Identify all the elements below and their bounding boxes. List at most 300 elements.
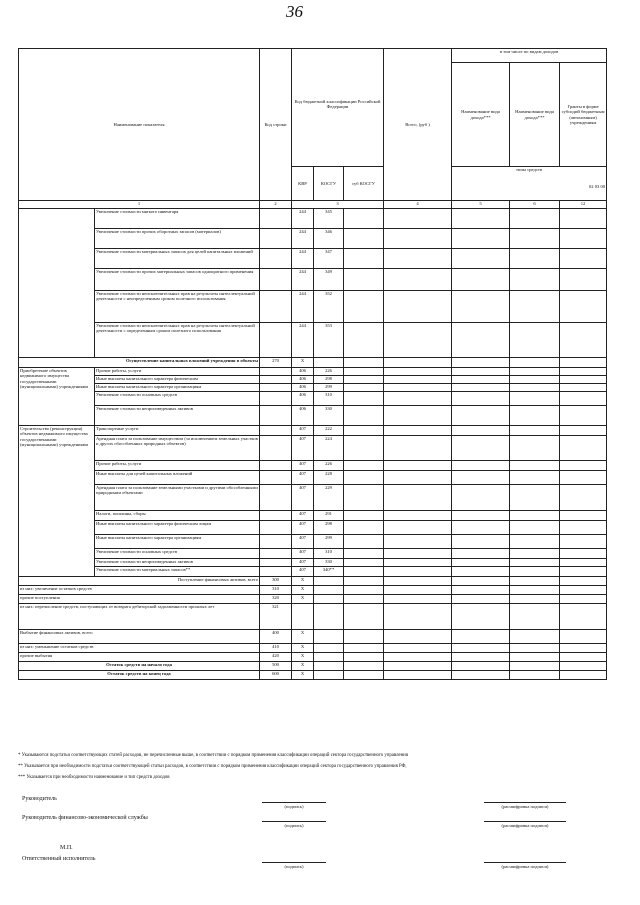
- row-label: Арендная плата за пользование имуществом (за исключением земельных участков и других обособленных природных объектов): [95, 436, 260, 461]
- header-kvr: КВР: [292, 167, 314, 201]
- empty-cell: [560, 485, 607, 511]
- row-kvr: 406: [292, 406, 314, 426]
- signature-finance-decoding: (расшифровка подписи): [484, 821, 566, 828]
- row-label: из них: перечисление средств, поступающих от возврата дебиторской задолженности прошлых лет: [19, 604, 260, 630]
- header-line-code: Код строки: [260, 49, 292, 201]
- financial-plan-table: [18, 48, 607, 680]
- empty-cell: [452, 368, 510, 376]
- page-number: 36: [286, 2, 303, 21]
- row-label: Налоги, пошлины, сборы: [95, 511, 260, 521]
- row-label: Транспортные услуги: [95, 426, 260, 436]
- empty-cell: [344, 471, 384, 485]
- empty-cell: [384, 406, 452, 426]
- row-kosgu: 226: [314, 461, 344, 471]
- empty-cell: [344, 577, 384, 586]
- row-kosgu: 346: [314, 229, 344, 249]
- row-label: Увеличение стоимости неисключительных прав на результаты интеллектуальной деятельности с определенным сроком полезного использования: [95, 323, 260, 358]
- empty-cell: [560, 567, 607, 577]
- empty-cell: [452, 586, 510, 595]
- row-kvr: 244: [292, 249, 314, 269]
- empty-cell: [344, 521, 384, 535]
- row-label: Иные выплаты капитального характера организациям: [95, 384, 260, 392]
- empty-cell: [510, 376, 560, 384]
- row-kosgu: 352: [314, 291, 344, 323]
- empty-cell: [510, 461, 560, 471]
- empty-cell: [344, 392, 384, 406]
- empty-cell: [560, 521, 607, 535]
- empty-cell: [560, 653, 607, 662]
- header-budget-code: Код бюджетной классификации Российской Федерации: [292, 49, 384, 167]
- row-kvr: 407: [292, 559, 314, 567]
- empty-cell: [510, 521, 560, 535]
- row-kosgu: 330: [314, 559, 344, 567]
- empty-cell: [560, 630, 607, 644]
- row-label: Увеличение стоимости прочих оборотных запасов (материалов): [95, 229, 260, 249]
- empty-cell: [560, 644, 607, 653]
- empty-cell: [384, 577, 452, 586]
- empty-cell: [344, 535, 384, 549]
- empty-cell: [344, 384, 384, 392]
- header-funds-types: [452, 167, 607, 201]
- row-code: [260, 209, 292, 229]
- row-kvr: 407: [292, 461, 314, 471]
- table-row: [19, 604, 607, 630]
- empty-cell: [560, 471, 607, 485]
- row-kosgu: 228: [314, 471, 344, 485]
- row-label: Увеличение стоимости материальных запасов**: [95, 567, 260, 577]
- row-kvr: 407: [292, 535, 314, 549]
- empty-cell: [344, 269, 384, 291]
- header-grant-code: 02 03 00: [588, 184, 606, 190]
- empty-cell: [314, 595, 344, 604]
- row-code: [260, 511, 292, 521]
- empty-cell: [344, 671, 384, 680]
- row-label: Прочие работы, услуги: [95, 368, 260, 376]
- row-code: [260, 535, 292, 549]
- group-label-construction: Строительство (реконструкция) объектов недвижимого имущества государственными (муниципальными) учреждениями: [19, 426, 95, 577]
- header-income-type-1: Наименование вида дохода***: [452, 63, 510, 167]
- empty-cell: [384, 485, 452, 511]
- empty-cell: [384, 249, 452, 269]
- table-row: [19, 535, 607, 549]
- empty-cell: [510, 392, 560, 406]
- empty-cell: [384, 436, 452, 461]
- row-label: Выбытие финансовых активов, всего: [19, 630, 260, 644]
- blank-group-cell: [19, 209, 95, 358]
- empty-cell: [510, 653, 560, 662]
- empty-cell: [384, 604, 452, 630]
- table-row: [19, 229, 607, 249]
- empty-cell: [510, 209, 560, 229]
- table-row: [19, 595, 607, 604]
- empty-cell: [452, 559, 510, 567]
- row-kvr: 406: [292, 392, 314, 406]
- empty-cell: [452, 549, 510, 559]
- signature-head-sign: (подпись): [262, 802, 326, 809]
- empty-cell: [384, 323, 452, 358]
- row-kosgu: 226: [314, 368, 344, 376]
- row-label: Увеличение стоимости материальных запасов для целей капитальных вложений: [95, 249, 260, 269]
- empty-cell: [452, 567, 510, 577]
- empty-cell: [452, 577, 510, 586]
- empty-cell: [560, 291, 607, 323]
- col-num-6: 6: [510, 201, 560, 209]
- table-row: [19, 662, 607, 671]
- empty-cell: [344, 368, 384, 376]
- empty-cell: [452, 485, 510, 511]
- empty-cell: [384, 662, 452, 671]
- table-row: [19, 384, 607, 392]
- row-label: Увеличение стоимости прочих материальных запасов однократного применения: [95, 269, 260, 291]
- row-kvr: 244: [292, 229, 314, 249]
- row-kosgu: 347: [314, 249, 344, 269]
- row-kosgu: 353: [314, 323, 344, 358]
- signature-executor-decoding: (расшифровка подписи): [484, 862, 566, 869]
- row-code: [260, 406, 292, 426]
- empty-cell: [344, 461, 384, 471]
- col-num-12: 12: [560, 201, 607, 209]
- empty-cell: [344, 662, 384, 671]
- empty-cell: [510, 323, 560, 358]
- row-kosgu: 299: [314, 535, 344, 549]
- empty-cell: [384, 653, 452, 662]
- header-income-type-2: Наименование вида дохода***: [510, 63, 560, 167]
- row-kvr: 407: [292, 471, 314, 485]
- header-kosgu: КОСГУ: [314, 167, 344, 201]
- row-label: из них: увеличение остатков средств: [19, 586, 260, 595]
- table-row: [19, 406, 607, 426]
- empty-cell: [560, 511, 607, 521]
- row-code: 300: [260, 577, 292, 586]
- row-kvr: 407: [292, 436, 314, 461]
- row-label: Иные выплаты капитального характера организациям: [95, 535, 260, 549]
- empty-cell: [560, 229, 607, 249]
- row-kosgu: 340**: [314, 567, 344, 577]
- row-code: [260, 323, 292, 358]
- empty-cell: [384, 471, 452, 485]
- empty-cell: [344, 229, 384, 249]
- empty-cell: [510, 662, 560, 671]
- col-num-3: 3: [292, 201, 384, 209]
- empty-cell: [452, 436, 510, 461]
- empty-cell: [344, 511, 384, 521]
- empty-cell: [452, 406, 510, 426]
- table-row: [19, 291, 607, 323]
- empty-cell: [510, 485, 560, 511]
- empty-cell: [560, 209, 607, 229]
- table-row: [19, 511, 607, 521]
- row-kvr: 407: [292, 485, 314, 511]
- table-row: [19, 471, 607, 485]
- row-label: Остаток средств на конец года: [19, 671, 260, 680]
- empty-cell: [560, 577, 607, 586]
- empty-cell: [344, 595, 384, 604]
- row-label: прочие поступления: [19, 595, 260, 604]
- row-code: 320: [260, 595, 292, 604]
- signature-finance-sign: (подпись): [262, 821, 326, 828]
- row-kvr: X: [292, 586, 314, 595]
- empty-cell: [510, 671, 560, 680]
- signature-head-decoding: (расшифровка подписи): [484, 802, 566, 809]
- empty-cell: [510, 567, 560, 577]
- stamp-place-label: М.П.: [60, 845, 73, 851]
- row-label: Иные выплаты капитального характера физическим лицам: [95, 521, 260, 535]
- empty-cell: [510, 358, 560, 368]
- empty-cell: [510, 549, 560, 559]
- empty-cell: [560, 662, 607, 671]
- empty-cell: [452, 521, 510, 535]
- col-num-4: 4: [384, 201, 452, 209]
- empty-cell: [452, 209, 510, 229]
- signature-executor-label: Ответственный исполнитель: [22, 856, 96, 862]
- row-kosgu: 299: [314, 384, 344, 392]
- empty-cell: [384, 229, 452, 249]
- empty-cell: [314, 358, 344, 368]
- row-code: [260, 249, 292, 269]
- empty-cell: [452, 249, 510, 269]
- empty-cell: [344, 549, 384, 559]
- empty-cell: [344, 604, 384, 630]
- signature-finance-label: Руководитель финансово-экономической службы: [22, 815, 148, 821]
- empty-cell: [560, 368, 607, 376]
- row-kvr: X: [292, 577, 314, 586]
- empty-cell: [510, 511, 560, 521]
- empty-cell: [452, 392, 510, 406]
- row-code: [260, 376, 292, 384]
- signature-executor-sign: (подпись): [262, 862, 326, 869]
- table-row: [19, 577, 607, 586]
- row-kvr: 244: [292, 209, 314, 229]
- row-code: 321: [260, 604, 292, 630]
- row-code: [260, 461, 292, 471]
- empty-cell: [384, 630, 452, 644]
- empty-cell: [510, 604, 560, 630]
- row-label: прочие выбытия: [19, 653, 260, 662]
- empty-cell: [452, 630, 510, 644]
- row-kosgu: 291: [314, 511, 344, 521]
- empty-cell: [452, 604, 510, 630]
- empty-cell: [560, 586, 607, 595]
- empty-cell: [452, 671, 510, 680]
- row-code: [260, 567, 292, 577]
- empty-cell: [510, 535, 560, 549]
- empty-cell: [344, 567, 384, 577]
- col-num-2: 2: [260, 201, 292, 209]
- empty-cell: [384, 586, 452, 595]
- empty-cell: [314, 577, 344, 586]
- empty-cell: [344, 485, 384, 511]
- empty-cell: [452, 662, 510, 671]
- empty-cell: [384, 671, 452, 680]
- table-row: [19, 358, 607, 368]
- row-label: Прочие работы, услуги: [95, 461, 260, 471]
- table-row: [19, 392, 607, 406]
- empty-cell: [344, 630, 384, 644]
- empty-cell: [560, 392, 607, 406]
- row-kvr: X: [292, 671, 314, 680]
- row-label: Увеличение стоимости непроизведенных активов: [95, 406, 260, 426]
- col-num-1: 1: [19, 201, 260, 209]
- row-code: [260, 559, 292, 567]
- empty-cell: [344, 249, 384, 269]
- empty-cell: [510, 291, 560, 323]
- row-label: Иные выплаты капитального характера физическим: [95, 376, 260, 384]
- row-kvr: 244: [292, 269, 314, 291]
- empty-cell: [510, 406, 560, 426]
- empty-cell: [344, 209, 384, 229]
- row-label: Увеличение стоимости неисключительных прав на результаты интеллектуальной деятельности с неопределенным сроком полезного использования: [95, 291, 260, 323]
- empty-cell: [560, 559, 607, 567]
- empty-cell: [560, 376, 607, 384]
- header-sub-kosgu: суб КОСГУ: [344, 167, 384, 201]
- empty-cell: [384, 392, 452, 406]
- empty-cell: [452, 511, 510, 521]
- row-kvr: 406: [292, 368, 314, 376]
- table-row: [19, 323, 607, 358]
- capital-code: 270: [260, 358, 292, 368]
- row-label: Увеличение стоимости основных средств: [95, 392, 260, 406]
- empty-cell: [510, 436, 560, 461]
- empty-cell: [344, 644, 384, 653]
- empty-cell: [510, 471, 560, 485]
- row-kosgu: 345: [314, 209, 344, 229]
- empty-cell: [384, 549, 452, 559]
- table-row: [19, 630, 607, 644]
- empty-cell: [344, 426, 384, 436]
- empty-cell: [344, 653, 384, 662]
- empty-cell: [384, 269, 452, 291]
- empty-cell: [384, 291, 452, 323]
- row-kvr: X: [292, 644, 314, 653]
- empty-cell: [560, 384, 607, 392]
- row-label: Увеличение стоимости основных средств: [95, 549, 260, 559]
- row-kosgu: 298: [314, 376, 344, 384]
- table-row: [19, 485, 607, 511]
- table-row: [19, 586, 607, 595]
- empty-cell: [510, 249, 560, 269]
- empty-cell: [452, 653, 510, 662]
- empty-cell: [314, 653, 344, 662]
- row-kosgu: 229: [314, 485, 344, 511]
- capital-label: Осуществление капитальных вложений учреждения в объекты: [19, 358, 260, 368]
- row-code: [260, 269, 292, 291]
- table-row: [19, 436, 607, 461]
- footnote-1: * Указываются подстатьи соответствующих статей расходов, не перечисленные выше, в соответствии с порядком применения классификации операций сектора государственного управления: [18, 753, 408, 758]
- row-code: [260, 229, 292, 249]
- row-kosgu: 222: [314, 426, 344, 436]
- empty-cell: [384, 368, 452, 376]
- empty-cell: [384, 209, 452, 229]
- row-code: [260, 368, 292, 376]
- row-code: [260, 291, 292, 323]
- empty-cell: [314, 630, 344, 644]
- empty-cell: [452, 461, 510, 471]
- empty-cell: [452, 535, 510, 549]
- empty-cell: [560, 461, 607, 471]
- empty-cell: [384, 426, 452, 436]
- empty-cell: [384, 567, 452, 577]
- row-kvr: X: [292, 595, 314, 604]
- row-label: Увеличение стоимости мягкого инвентаря: [95, 209, 260, 229]
- header-grants: Гранты в форме субсидий бюджетным (автономным) учреждениям: [560, 63, 607, 167]
- empty-cell: [510, 644, 560, 653]
- row-kvr: 407: [292, 549, 314, 559]
- row-label: Остаток средств на начало года: [19, 662, 260, 671]
- empty-cell: [344, 406, 384, 426]
- empty-cell: [384, 595, 452, 604]
- row-code: [260, 485, 292, 511]
- col-num-5: 5: [452, 201, 510, 209]
- table-row: [19, 426, 607, 436]
- empty-cell: [314, 671, 344, 680]
- empty-cell: [560, 535, 607, 549]
- table-row: [19, 368, 607, 376]
- row-kvr: 406: [292, 376, 314, 384]
- empty-cell: [452, 376, 510, 384]
- header-total: Всего, (руб ): [384, 49, 452, 201]
- empty-cell: [560, 323, 607, 358]
- table-row: [19, 653, 607, 662]
- empty-cell: [560, 549, 607, 559]
- header-including: в том числе по видам доходов: [452, 49, 607, 63]
- row-code: [260, 471, 292, 485]
- row-code: 420: [260, 653, 292, 662]
- empty-cell: [344, 586, 384, 595]
- empty-cell: [452, 323, 510, 358]
- empty-cell: [510, 269, 560, 291]
- empty-cell: [510, 559, 560, 567]
- empty-cell: [314, 604, 344, 630]
- empty-cell: [452, 384, 510, 392]
- empty-cell: [560, 358, 607, 368]
- empty-cell: [510, 595, 560, 604]
- table-row: [19, 521, 607, 535]
- empty-cell: [510, 577, 560, 586]
- empty-cell: [384, 358, 452, 368]
- row-label: Иные выплаты для целей капитальных вложений: [95, 471, 260, 485]
- row-kvr: 244: [292, 323, 314, 358]
- empty-cell: [452, 426, 510, 436]
- capital-kvr: X: [292, 358, 314, 368]
- table-row: [19, 461, 607, 471]
- empty-cell: [384, 384, 452, 392]
- empty-cell: [384, 644, 452, 653]
- empty-cell: [510, 630, 560, 644]
- empty-cell: [384, 521, 452, 535]
- row-code: [260, 549, 292, 559]
- empty-cell: [384, 535, 452, 549]
- group-label-acquisition: Приобретение объектов недвижимого имущества государственными (муниципальными) учреждениями: [19, 368, 95, 426]
- empty-cell: [560, 406, 607, 426]
- empty-cell: [560, 595, 607, 604]
- table-row: [19, 559, 607, 567]
- empty-cell: [560, 249, 607, 269]
- header-funds-types-label: типы средств: [516, 167, 543, 172]
- row-kvr: 407: [292, 511, 314, 521]
- empty-cell: [452, 358, 510, 368]
- empty-cell: [344, 436, 384, 461]
- signature-head-label: Руководитель: [22, 796, 57, 802]
- row-code: 410: [260, 644, 292, 653]
- table-row: [19, 549, 607, 559]
- footnote-2: ** Указывается при необходимости подстатьи соответствующей статьи расходов, в соответствии с порядком применения классификации операций сектора государственного управления РФ,: [18, 764, 407, 769]
- table-row: [19, 567, 607, 577]
- row-kosgu: 349: [314, 269, 344, 291]
- empty-cell: [452, 471, 510, 485]
- table-row: [19, 671, 607, 680]
- row-code: 600: [260, 671, 292, 680]
- empty-cell: [560, 671, 607, 680]
